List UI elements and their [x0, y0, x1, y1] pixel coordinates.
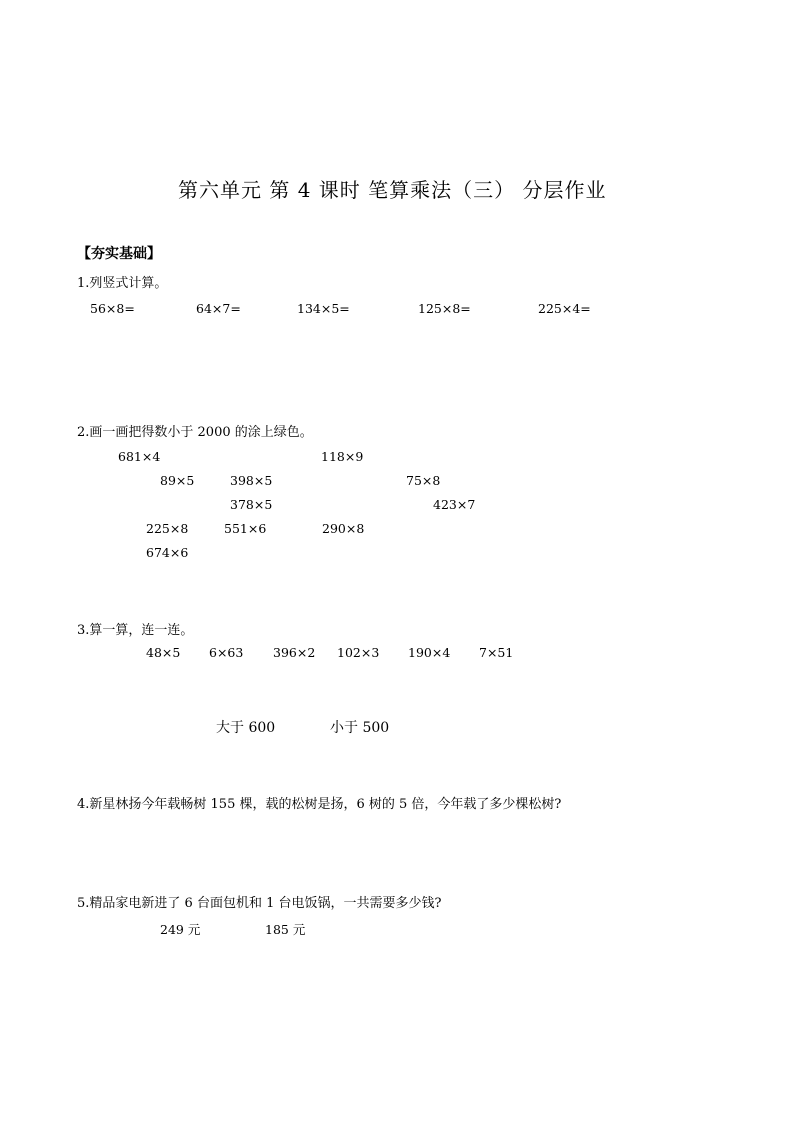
page-title: 第六单元 第 4 课时 笔算乘法（三） 分层作业: [178, 178, 607, 202]
expression: 56×8=: [90, 301, 135, 316]
expression: 125×8=: [418, 301, 471, 316]
expression: 290×8: [322, 521, 365, 536]
expression: 102×3: [337, 645, 380, 660]
expression: 396×2: [273, 645, 316, 660]
target-label: 大于 600: [216, 720, 276, 736]
expression: 7×51: [479, 645, 514, 660]
expression: 64×7=: [196, 301, 241, 316]
expression: 6×63: [209, 645, 244, 660]
expression: 89×5: [160, 473, 195, 488]
expression: 225×8: [146, 521, 189, 536]
price-label: 185 元: [265, 922, 306, 937]
price-label: 249 元: [160, 922, 201, 937]
expression: 225×4=: [538, 301, 591, 316]
expression: 681×4: [118, 449, 161, 464]
question-5: 5.精品家电新进了 6 台面包机和 1 台电饭锅，一共需要多少钱?: [77, 896, 442, 911]
question-3: 3.算一算，连一连。: [77, 623, 194, 638]
expression: 48×5: [146, 645, 181, 660]
target-label: 小于 500: [330, 720, 390, 736]
expression: 423×7: [433, 497, 476, 512]
expression: 674×6: [146, 545, 189, 560]
question-2: 2.画一画把得数小于 2000 的涂上绿色。: [77, 425, 313, 440]
section-heading: 【夯实基础】: [77, 246, 161, 262]
question-4: 4.新星林扬今年载畅树 155 棵，载的松树是扬，6 树的 5 倍，今年载了多少棵松树?: [77, 797, 562, 812]
expression: 190×4: [408, 645, 451, 660]
expression: 118×9: [321, 449, 364, 464]
expression: 398×5: [230, 473, 273, 488]
expression: 134×5=: [297, 301, 350, 316]
expression: 551×6: [224, 521, 267, 536]
expression: 75×8: [406, 473, 441, 488]
question-1: 1.列竖式计算。: [77, 276, 168, 291]
expression: 378×5: [230, 497, 273, 512]
